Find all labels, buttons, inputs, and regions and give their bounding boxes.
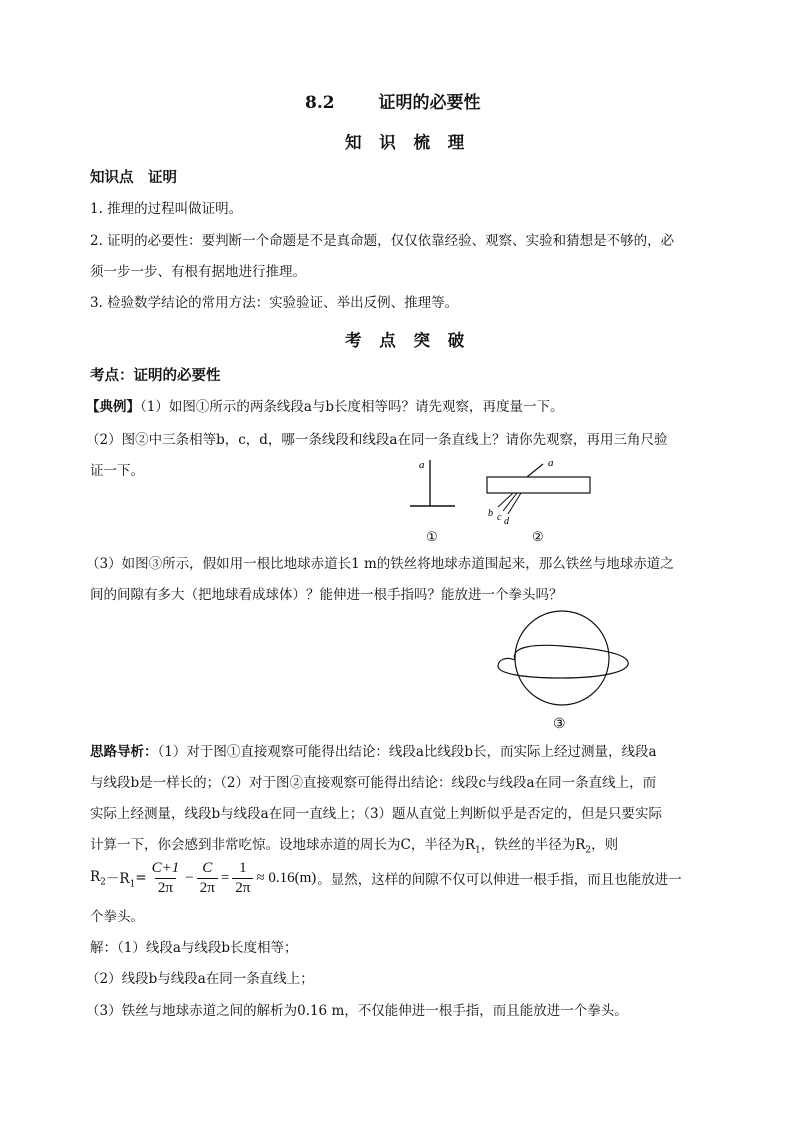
formula-eq: = — [135, 870, 147, 886]
fraction-3 — [232, 859, 253, 898]
example-line-1 — [86, 395, 564, 415]
analysis-text-4a: 计算一下，你会感到非常吃惊。设地球赤道的周长为C，半径为R — [90, 837, 475, 853]
fraction-2-den: 2π — [197, 878, 218, 898]
knowledge-point-heading: 知识点 证明 — [90, 169, 177, 186]
fraction-1-den: 2π — [155, 878, 176, 898]
analysis-text-1: （1）对于图①直接观察可能得出结论：线段a比线段b长，而实际上经过测量，线段a — [157, 744, 657, 760]
example-label: 【典例】 — [86, 399, 140, 415]
knowledge-item-1: 1. 推理的过程叫做证明。 — [90, 201, 243, 217]
example-q1: （1）如图①所示的两条线段a与b长度相等吗？请先观察，再度量一下。 — [140, 399, 564, 415]
page-title — [305, 88, 481, 113]
exam-point-heading: 考点：证明的必要性 — [90, 367, 221, 384]
knowledge-item-2-cont: 须一步一步、有根有据地进行推理。 — [90, 264, 306, 280]
fraction-3-den: 2π — [232, 878, 253, 898]
formula-minus: − — [185, 869, 194, 886]
figure-1 — [410, 459, 455, 544]
fig1-caption: ① — [426, 529, 438, 544]
example-line-5: 间的间隙有多大（把地球看成球体）？能伸进一根手指吗？能放进一个拳头吗？ — [90, 587, 563, 603]
section-heading-knowledge: 知 识 梳 理 — [345, 133, 471, 152]
fraction-2-num: C — [202, 859, 213, 876]
formula-line — [90, 855, 682, 901]
analysis-line-1 — [90, 740, 657, 760]
section-heading-exam: 考 点 突 破 — [345, 331, 471, 350]
formula-eq2: = — [220, 869, 230, 886]
figure-1-2 — [400, 450, 610, 550]
formula-after: 。显然，这样的间隙不仅可以伸进一根手指，而且也能放进一 — [317, 872, 682, 888]
example-line-2: （2）图②中三条相等b，c，d，哪一条线段和线段a在同一条直线上？请你先观察，再用三角尺验 — [86, 432, 668, 448]
fig3-caption: ③ — [553, 717, 566, 732]
figure-2 — [487, 457, 590, 544]
subscript-1: 1 — [475, 845, 481, 856]
solution-line-2: （2）线段b与线段a在同一条直线上； — [86, 971, 314, 987]
fig2-caption: ② — [532, 529, 544, 544]
fig1-label-a: a — [419, 459, 425, 471]
section-number: 8.2 — [305, 93, 335, 113]
knowledge-item-2: 2. 证明的必要性：要判断一个命题是不是真命题，仅仅依靠经验、观察、实验和猜想是不够的，必 — [90, 233, 675, 249]
knowledge-item-3: 3. 检验数学结论的常用方法：实验验证、举出反例、推理等。 — [90, 295, 459, 311]
fig2-segment-b — [498, 493, 513, 507]
earth-sphere — [515, 611, 609, 705]
analysis-text-4b: ，铁丝的半径为R — [480, 837, 586, 853]
section-title: 证明的必要性 — [378, 93, 481, 113]
analysis-label: 思路导析： — [90, 744, 158, 760]
fig2-label-b: b — [488, 508, 493, 519]
example-line-4: （3）如图③所示，假如用一根比地球赤道长1 m的铁丝将地球赤道围起来，那么铁丝与地球赤道之 — [86, 556, 674, 572]
formula-approx: ≈ 0.16(m) — [256, 869, 317, 886]
solution-text-1: （1）线段a与线段b长度相等； — [117, 940, 298, 956]
solution-line-1 — [90, 936, 298, 956]
subscript-2: 2 — [585, 845, 592, 856]
example-line-3: 证一下。 — [90, 463, 144, 479]
analysis-line-3: 实际上经测量，线段b与线段a在同一直线上；（3）题从直觉上判断似乎是否定的，但是只要实际 — [90, 806, 663, 822]
formula-r2: $R_2$ — [90, 868, 106, 888]
formula-r1: $-R_1$ — [105, 870, 136, 890]
figure-3 — [490, 600, 640, 735]
fraction-1 — [149, 859, 183, 898]
fig2-label-a: a — [548, 457, 554, 469]
analysis-line-4 — [90, 833, 618, 856]
solution-line-3: （3）铁丝与地球赤道之间的解析为0.16 m，不仅能伸进一根手指，而且能放进一个拳头。 — [86, 1003, 628, 1019]
analysis-line-6: 个拳头。 — [90, 909, 144, 925]
analysis-line-2: 与线段b是一样长的；（2）对于图②直接观察可能得出结论：线段c与线段a在同一条直线上，而 — [90, 775, 657, 791]
fig2-strip — [487, 477, 590, 493]
solution-label: 解： — [90, 940, 117, 956]
fig2-segment-a — [527, 464, 543, 477]
fraction-3-num: 1 — [239, 859, 247, 876]
fig2-label-c: c — [497, 512, 502, 523]
fig2-label-d: d — [504, 516, 509, 527]
fraction-2 — [197, 859, 218, 898]
fraction-1-num: C+1 — [151, 859, 180, 876]
analysis-text-4c: ，则 — [591, 837, 619, 853]
